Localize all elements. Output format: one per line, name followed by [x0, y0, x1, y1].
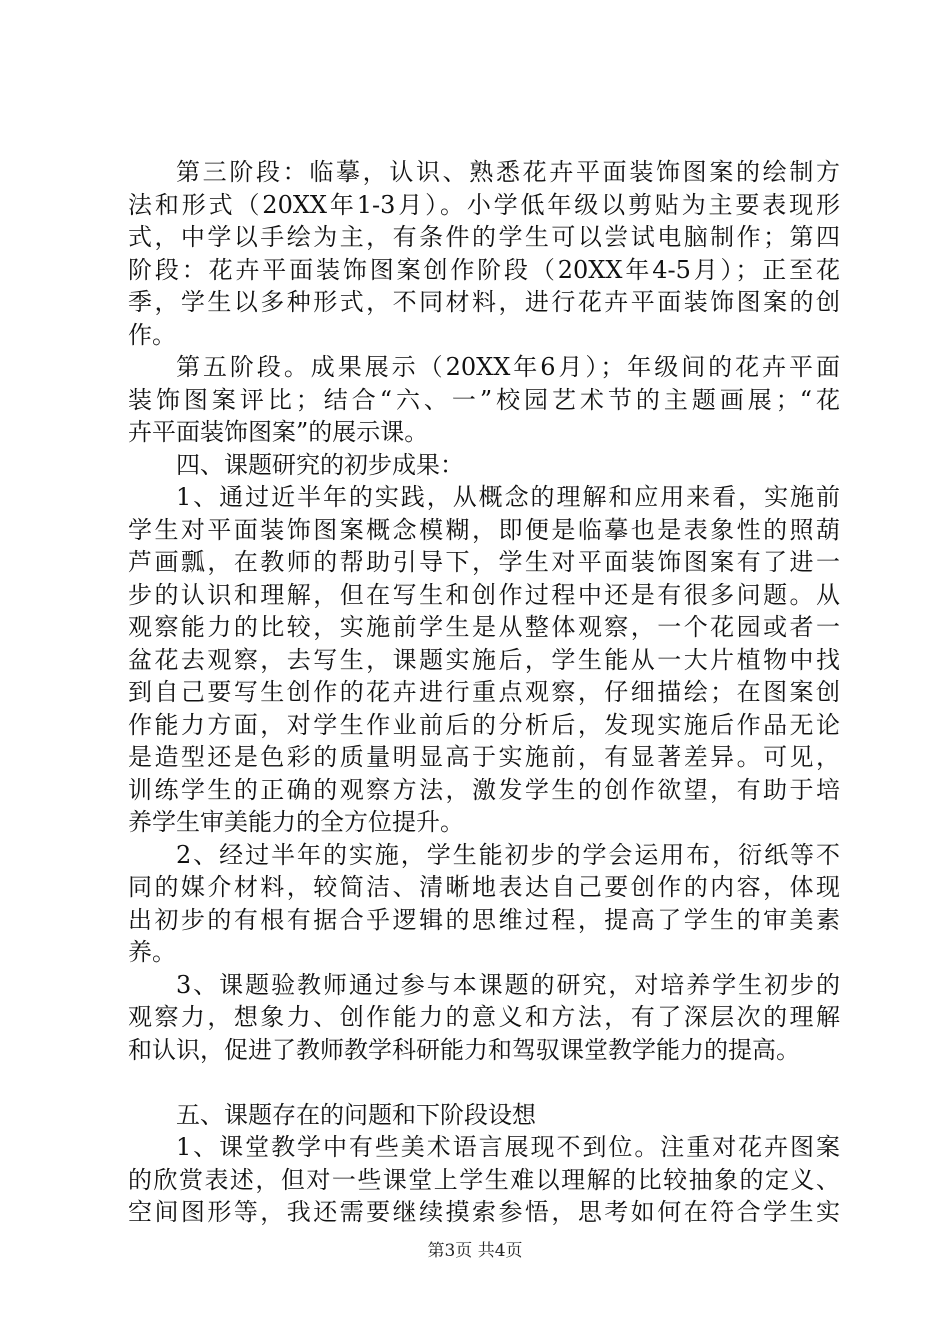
text-line: 3、课题验教师通过参与本课题的研究，对培养学生初步的: [176, 970, 840, 999]
text-line: 装饰图案评比；结合“六、一”校园艺术节的主题画展；“花: [128, 385, 840, 414]
text-line: 养。: [128, 938, 176, 966]
text-line: 第五阶段。成果展示（20XX年6月）；年级间的花卉平面: [176, 353, 840, 381]
text-line: 式，中学以手绘为主，有条件的学生可以尝试电脑制作；第四: [128, 223, 840, 251]
text-line: 的欣赏表述，但对一些课堂上学生难以理解的比较抽象的定义、: [128, 1165, 840, 1194]
text-line: 四、课题研究的初步成果：: [176, 450, 464, 479]
page-footer: 第3页 共4页: [427, 1241, 523, 1261]
text-line: 阶段：花卉平面装饰图案创作阶段（20XX年4-5月）；正至花: [128, 255, 840, 284]
text-line: 空间图形等，我还需要继续摸索参悟，思考如何在符合学生实: [128, 1198, 840, 1226]
text-line: 训练学生的正确的观察方法，激发学生的创作欲望，有助于培: [128, 775, 840, 804]
text-line: 1、课堂教学中有些美术语言展现不到位。注重对花卉图案: [176, 1133, 840, 1161]
text-line: 出初步的有根有据合乎逻辑的思维过程，提高了学生的审美素: [128, 905, 840, 934]
paragraph-gap: [128, 1066, 840, 1099]
text-line: 养学生审美能力的全方位提升。: [128, 808, 464, 836]
text-line: 同的媒介材料，较简洁、清晰地表达自己要创作的内容，体现: [128, 873, 840, 901]
text-line: 第三阶段：临摹，认识、熟悉花卉平面装饰图案的绘制方: [176, 158, 840, 186]
text-line: 到自己要写生创作的花卉进行重点观察，仔细描绘；在图案创: [128, 678, 840, 706]
text-line: 卉平面装饰图案”的展示课。: [128, 418, 429, 446]
text-line: 步的认识和理解，但在写生和创作过程中还是有很多问题。从: [128, 580, 840, 609]
text-line: 盆花去观察，去写生，课题实施后，学生能从一大片植物中找: [128, 645, 840, 674]
text-line: 学生对平面装饰图案概念模糊，即便是临摹也是表象性的照葫: [128, 515, 840, 544]
text-line: 观察能力的比较，实施前学生是从整体观察，一个花园或者一: [128, 613, 840, 641]
text-line: 作。: [128, 320, 176, 349]
text-line: 作能力方面，对学生作业前后的分析后，发现实施后作品无论: [128, 710, 840, 739]
text-line: 和认识，促进了教师教学科研能力和驾驭课堂教学能力的提高。: [128, 1035, 800, 1064]
text-line: 五、课题存在的问题和下阶段设想: [176, 1100, 536, 1129]
text-line: 芦画瓢，在教师的帮助引导下，学生对平面装饰图案有了进一: [128, 548, 840, 576]
text-line: 是造型还是色彩的质量明显高于实施前，有显著差异。可见，: [128, 743, 840, 771]
text-line: 季，学生以多种形式，不同材料，进行花卉平面装饰图案的创: [128, 288, 840, 316]
text-line: 观察力，想象力、创作能力的意义和方法，有了深层次的理解: [128, 1003, 840, 1031]
text-line: 2、经过半年的实施，学生能初步的学会运用布，衍纸等不: [176, 840, 840, 869]
text-line: 1、通过近半年的实践，从概念的理解和应用来看，实施前: [176, 483, 840, 511]
document-body: [128, 156, 840, 1229]
text-line: 法和形式（20XX年1-3月）。小学低年级以剪贴为主要表现形: [128, 190, 840, 219]
